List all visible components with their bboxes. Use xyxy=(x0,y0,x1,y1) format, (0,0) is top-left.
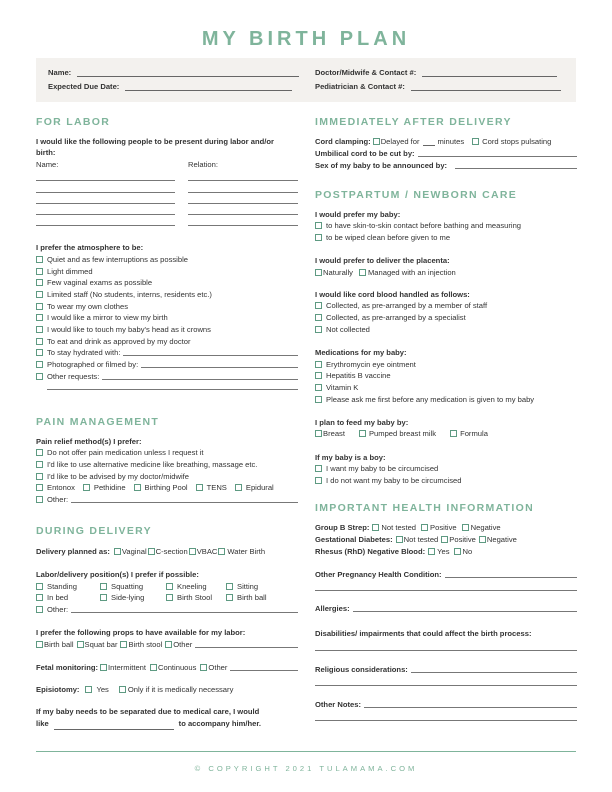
checkbox[interactable] xyxy=(83,484,90,491)
checkbox-label: To wear my own clothes xyxy=(47,301,129,311)
pediatrician-label: Pediatrician & Contact #: xyxy=(315,82,405,91)
checkbox-label: Vitamin K xyxy=(326,382,359,392)
checkbox[interactable] xyxy=(36,461,43,468)
checkbox[interactable] xyxy=(85,686,92,693)
option[interactable] xyxy=(196,483,227,492)
name-line[interactable] xyxy=(36,170,175,181)
checkbox-row[interactable] xyxy=(36,312,298,324)
photographed-row[interactable] xyxy=(36,359,298,371)
checkbox-label: I would like to touch my baby's head as it crowns xyxy=(47,324,211,334)
option-label: Side-lying xyxy=(111,593,145,603)
checkbox-label: Do not offer pain medication unless I request it xyxy=(47,448,204,458)
checkbox-label: Hepatitis B vaccine xyxy=(326,371,391,381)
option-label: Breast xyxy=(323,429,345,439)
checkbox[interactable] xyxy=(372,524,379,531)
checkbox-label: I would like a mirror to view my birth xyxy=(47,313,168,323)
feed-question: I plan to feed my baby by: xyxy=(315,417,409,427)
delivery-planned-row xyxy=(36,545,298,557)
other-requests-line-2[interactable] xyxy=(47,382,298,390)
checkbox[interactable] xyxy=(441,536,448,543)
due-date-field[interactable] xyxy=(48,82,292,91)
option-label: Formula xyxy=(460,429,488,439)
relation-line[interactable] xyxy=(188,181,298,192)
option-label: VBAC xyxy=(196,546,218,556)
separated-question xyxy=(36,706,298,730)
checkbox[interactable] xyxy=(165,641,172,648)
separated-line-2 xyxy=(36,718,298,730)
checkbox[interactable] xyxy=(100,664,107,671)
cord-clamping-row xyxy=(315,136,577,148)
checkbox-row[interactable] xyxy=(315,474,577,486)
positions-row xyxy=(36,580,298,592)
name-line[interactable] xyxy=(36,193,175,204)
checkbox-label: to be wiped clean before given to me xyxy=(326,233,451,243)
checkbox[interactable] xyxy=(373,138,380,145)
checkbox[interactable] xyxy=(36,291,43,298)
name-line[interactable] xyxy=(36,204,175,215)
left-column xyxy=(36,112,298,730)
checkbox-row[interactable] xyxy=(315,232,577,244)
checkbox-row[interactable] xyxy=(315,358,577,370)
checkbox[interactable] xyxy=(189,548,196,555)
checkbox[interactable] xyxy=(36,473,43,480)
other-notes-label: Other Notes: xyxy=(315,700,361,710)
pain-heading: PAIN MANAGEMENT xyxy=(36,416,160,429)
option-label: Cord stops pulsating xyxy=(482,137,552,147)
option[interactable] xyxy=(36,582,96,591)
option-label: Entonox xyxy=(47,483,75,493)
gbs-label: Group B Strep: xyxy=(315,523,370,533)
checkbox-label: I want my baby to be circumcised xyxy=(326,463,439,473)
checkbox[interactable] xyxy=(315,269,322,276)
header-box xyxy=(36,58,576,102)
pain-other-line[interactable] xyxy=(71,496,298,503)
option-label: Sitting xyxy=(237,581,259,591)
option[interactable] xyxy=(166,593,222,602)
checkbox[interactable] xyxy=(36,606,43,613)
option-label: Birthing Pool xyxy=(144,483,188,493)
checkbox[interactable] xyxy=(77,641,84,648)
option-label: Negative xyxy=(486,535,517,545)
checkbox[interactable] xyxy=(36,303,43,310)
prefer-question: I would prefer my baby: xyxy=(315,210,401,220)
separated-line-1: If my baby needs to be separated due to medical care, I would xyxy=(36,707,260,717)
option-label: Squat bar xyxy=(84,639,118,649)
atmosphere-question: I prefer the atmosphere to be: xyxy=(36,243,144,253)
checkbox[interactable] xyxy=(226,583,233,590)
allergies-row[interactable] xyxy=(315,603,577,615)
checkbox[interactable] xyxy=(36,594,43,601)
fetal-other-line[interactable] xyxy=(230,664,298,671)
checkbox[interactable] xyxy=(421,524,428,531)
checkbox-label: Not collected xyxy=(326,324,370,334)
props-question: I prefer the following props to have available for my labor: xyxy=(36,628,246,638)
option-label: Managed with an injection xyxy=(367,267,456,277)
pediatrician-line[interactable] xyxy=(411,83,561,91)
checkbox[interactable] xyxy=(462,524,469,531)
relation-line[interactable] xyxy=(188,170,298,181)
checkbox[interactable] xyxy=(479,536,486,543)
checkbox-label: Collected, as pre-arranged by a member of staff xyxy=(326,301,488,311)
delivery-heading: DURING DELIVERY xyxy=(36,525,152,538)
name-line[interactable] xyxy=(36,215,175,226)
checkbox[interactable] xyxy=(36,496,43,503)
relation-line[interactable] xyxy=(188,193,298,204)
minutes-line[interactable] xyxy=(423,138,435,146)
other-conditions-line-2[interactable] xyxy=(315,581,577,591)
option-label: Positive xyxy=(430,523,457,533)
checkbox-row[interactable] xyxy=(36,265,298,277)
checkbox-label: Light dimmed xyxy=(47,266,93,276)
sex-line[interactable] xyxy=(455,162,577,169)
name-line[interactable] xyxy=(36,181,175,192)
checkbox[interactable] xyxy=(36,268,43,275)
checkbox-row[interactable] xyxy=(315,393,577,405)
checkbox[interactable] xyxy=(472,138,479,145)
checkbox[interactable] xyxy=(315,302,322,309)
checkbox-row[interactable] xyxy=(315,382,577,394)
feed-row xyxy=(315,428,577,440)
separated-end: to accompany him/her. xyxy=(178,719,261,729)
checkbox-label: Quiet and as few interruptions as possible xyxy=(47,254,188,264)
people-question: I would like the following people to be present during labor and/or birth: xyxy=(36,137,274,157)
fetal-label: Fetal monitoring: xyxy=(36,663,99,673)
option-label: C-section xyxy=(155,546,188,556)
option-label: Yes xyxy=(96,684,109,694)
relation-column xyxy=(188,160,298,226)
checkbox-row[interactable] xyxy=(36,459,298,471)
photographed-label: Photographed or filmed by: xyxy=(47,360,139,370)
umbilical-line[interactable] xyxy=(418,150,577,157)
religious-label: Religious considerations: xyxy=(315,665,408,675)
checkbox-row[interactable] xyxy=(315,220,577,232)
pediatrician-field[interactable] xyxy=(315,82,561,91)
other-conditions-label: Other Pregnancy Health Condition: xyxy=(315,570,442,580)
due-date-label: Expected Due Date: xyxy=(48,82,120,91)
hydrated-row[interactable] xyxy=(36,347,298,359)
delivery-planned-label: Delivery planned as: xyxy=(36,546,110,556)
checkbox[interactable] xyxy=(315,222,322,229)
checkbox-label: Few vaginal exams as possible xyxy=(47,278,153,288)
checkbox-row[interactable] xyxy=(36,335,298,347)
checkbox-row[interactable] xyxy=(315,300,577,312)
checkbox-label: Collected, as pre-arranged by a specialist xyxy=(326,313,466,323)
pain-question: Pain relief method(s) I prefer: xyxy=(36,437,142,447)
checkbox[interactable] xyxy=(315,396,322,403)
option[interactable] xyxy=(100,593,162,602)
disabilities-label: Disabilities/ impairments that could affect the birth process: xyxy=(315,628,532,638)
checkbox-label: Erythromycin eye ointment xyxy=(326,359,416,369)
checkbox[interactable] xyxy=(36,583,43,590)
separated-like: like xyxy=(36,719,49,729)
checkbox-row[interactable] xyxy=(36,447,298,459)
option[interactable] xyxy=(166,582,222,591)
checkbox[interactable] xyxy=(166,594,173,601)
option-label: In bed xyxy=(47,593,69,603)
placenta-question: I would prefer to deliver the placenta: xyxy=(315,256,450,266)
placenta-row xyxy=(315,266,577,278)
checkbox[interactable] xyxy=(315,326,322,333)
checkbox-label: Please ask me first before any medication is given to my baby xyxy=(326,394,535,404)
option-label: Kneeling xyxy=(177,581,207,591)
option-label: TENS xyxy=(206,483,227,493)
checkbox[interactable] xyxy=(218,548,225,555)
checkbox[interactable] xyxy=(36,279,43,286)
option-label: Delayed for xyxy=(380,137,420,147)
option[interactable] xyxy=(189,547,218,556)
other-requests-row[interactable] xyxy=(36,370,298,382)
rh-row xyxy=(315,545,577,557)
checkbox[interactable] xyxy=(315,384,322,391)
gd-row xyxy=(315,534,577,546)
option-label: Positive xyxy=(449,535,476,545)
checkbox[interactable] xyxy=(166,583,173,590)
option-label: Not tested xyxy=(403,535,439,545)
option[interactable] xyxy=(134,483,188,492)
checkbox[interactable] xyxy=(119,686,126,693)
checkbox-row[interactable] xyxy=(315,312,577,324)
checkbox-row[interactable] xyxy=(315,370,577,382)
right-column xyxy=(315,112,577,721)
due-date-line[interactable] xyxy=(125,83,292,91)
checkbox[interactable] xyxy=(36,338,43,345)
other-conditions-row[interactable] xyxy=(315,569,577,581)
props-row xyxy=(36,638,298,650)
checkbox-row[interactable] xyxy=(36,289,298,301)
checkbox[interactable] xyxy=(36,449,43,456)
checkbox[interactable] xyxy=(100,594,107,601)
other-notes-line[interactable] xyxy=(364,701,577,708)
option-label: Not tested xyxy=(381,523,417,533)
checkbox[interactable] xyxy=(36,484,43,491)
checkbox-label: I'd like to be advised by my doctor/midwife xyxy=(47,471,189,481)
checkbox-row[interactable] xyxy=(36,253,298,265)
other-notes-row[interactable] xyxy=(315,699,577,711)
option-label: Standing xyxy=(47,581,77,591)
checkbox[interactable] xyxy=(315,372,322,379)
relation-line[interactable] xyxy=(188,204,298,215)
people-table xyxy=(36,160,298,226)
checkbox[interactable] xyxy=(428,548,435,555)
option-label: Pumped breast milk xyxy=(368,429,437,439)
name-label: Name: xyxy=(48,68,72,77)
name-column-label: Name: xyxy=(36,160,59,169)
relation-column-label: Relation: xyxy=(188,160,218,169)
checkbox[interactable] xyxy=(226,594,233,601)
option-label: Negative xyxy=(470,523,501,533)
option[interactable] xyxy=(36,593,96,602)
checkbox[interactable] xyxy=(36,256,43,263)
checkbox-row[interactable] xyxy=(36,277,298,289)
checkbox-row[interactable] xyxy=(315,463,577,475)
relation-line[interactable] xyxy=(188,215,298,226)
option-label: Epidural xyxy=(245,483,274,493)
checkbox[interactable] xyxy=(36,361,43,368)
allergies-label: Allergies: xyxy=(315,604,350,614)
after-heading: IMMEDIATELY AFTER DELIVERY xyxy=(315,116,512,128)
option-label: Water Birth xyxy=(227,546,266,556)
checkbox[interactable] xyxy=(134,484,141,491)
checkbox-label: I do not want my baby to be circumcised xyxy=(326,475,462,485)
props-other-line[interactable] xyxy=(195,641,298,648)
gd-label: Gestational Diabetes: xyxy=(315,535,393,545)
position-other-row[interactable] xyxy=(36,604,298,616)
checkbox[interactable] xyxy=(359,430,366,437)
disabilities-line[interactable] xyxy=(315,639,577,651)
option[interactable] xyxy=(148,547,188,556)
minutes-label: minutes xyxy=(437,137,465,147)
other-conditions-line[interactable] xyxy=(445,571,577,578)
boy-question: If my baby is a boy: xyxy=(315,452,386,462)
meds-question: Medications for my baby: xyxy=(315,348,407,358)
checkbox[interactable] xyxy=(396,536,403,543)
option-label: Birth ball xyxy=(237,593,267,603)
option-label: Only if it is medically necessary xyxy=(127,684,234,694)
option-label: Continuous xyxy=(158,663,197,673)
checkbox-label: Limited staff (No students, interns, residents etc.) xyxy=(47,289,212,299)
checkbox[interactable] xyxy=(450,430,457,437)
option[interactable] xyxy=(100,582,162,591)
positions-row xyxy=(36,592,298,604)
doctor-label: Doctor/Midwife & Contact #: xyxy=(315,68,417,77)
checkbox-label: I'd like to use alternative medicine like breathing, massage etc. xyxy=(47,460,258,470)
option-label: Squatting xyxy=(111,581,144,591)
photographed-line[interactable] xyxy=(141,361,298,368)
rh-label: Rhesus (RhD) Negative Blood: xyxy=(315,546,426,556)
pain-other-row[interactable] xyxy=(36,494,298,506)
checkbox[interactable] xyxy=(315,465,322,472)
checkbox-row[interactable] xyxy=(315,324,577,336)
checkbox[interactable] xyxy=(196,484,203,491)
allergies-line[interactable] xyxy=(353,605,577,612)
religious-line-2[interactable] xyxy=(315,676,577,686)
option-label: Other xyxy=(208,663,228,673)
doctor-field[interactable] xyxy=(315,68,557,77)
religious-row[interactable] xyxy=(315,664,577,676)
checkbox-row[interactable] xyxy=(36,324,298,336)
religious-line[interactable] xyxy=(411,666,577,673)
pain-options-row xyxy=(36,482,298,494)
checkbox[interactable] xyxy=(315,314,322,321)
sex-row[interactable] xyxy=(315,159,577,171)
checkbox[interactable] xyxy=(315,430,322,437)
episiotomy-row xyxy=(36,684,298,696)
episiotomy-label: Episiotomy: xyxy=(36,684,80,694)
checkbox-row[interactable] xyxy=(36,470,298,482)
option[interactable] xyxy=(36,483,75,492)
hydrated-line[interactable] xyxy=(123,349,298,356)
cord-blood-question: I would like cord blood handled as follows: xyxy=(315,290,470,300)
labor-heading: FOR LABOR xyxy=(36,116,111,128)
checkbox[interactable] xyxy=(114,548,121,555)
position-question: Labor/delivery position(s) I prefer if possible: xyxy=(36,570,199,580)
checkbox[interactable] xyxy=(359,269,366,276)
name-field[interactable] xyxy=(48,68,299,77)
option[interactable] xyxy=(114,547,147,556)
option-label: Birth stool xyxy=(128,639,163,649)
option[interactable] xyxy=(226,582,258,591)
checkbox[interactable] xyxy=(315,477,322,484)
other-notes-line-2[interactable] xyxy=(315,711,577,721)
other-requests-label: Other requests: xyxy=(47,371,100,381)
option-label: No xyxy=(462,546,473,556)
option[interactable] xyxy=(235,483,274,492)
option[interactable] xyxy=(226,593,267,602)
sex-label: Sex of my baby to be announced by: xyxy=(315,160,448,170)
name-column xyxy=(36,160,175,226)
option-label: Other xyxy=(173,639,193,649)
umbilical-label: Umbilical cord to be cut by: xyxy=(315,149,415,159)
checkbox[interactable] xyxy=(36,326,43,333)
position-other-label: Other: xyxy=(47,604,69,614)
other-requests-line[interactable] xyxy=(102,373,298,380)
option[interactable] xyxy=(218,547,265,556)
option[interactable] xyxy=(83,483,126,492)
cord-clamping-label: Cord clamping: xyxy=(315,137,371,147)
checkbox[interactable] xyxy=(315,234,322,241)
gbs-row xyxy=(315,522,577,534)
checkbox[interactable] xyxy=(120,641,127,648)
position-other-line[interactable] xyxy=(71,606,298,613)
doctor-line[interactable] xyxy=(422,69,557,77)
checkbox[interactable] xyxy=(200,664,207,671)
checkbox[interactable] xyxy=(36,641,43,648)
disabilities-row xyxy=(315,627,577,639)
separated-line[interactable] xyxy=(54,722,174,730)
checkbox[interactable] xyxy=(36,314,43,321)
checkbox[interactable] xyxy=(36,349,43,356)
checkbox[interactable] xyxy=(36,373,43,380)
option-label: Pethidine xyxy=(93,483,126,493)
option-label: Intermittent xyxy=(108,663,146,673)
checkbox-label: To eat and drink as approved by my doctor xyxy=(47,336,191,346)
fetal-row xyxy=(36,662,298,674)
checkbox[interactable] xyxy=(150,664,157,671)
postpartum-heading: POSTPARTUM / NEWBORN CARE xyxy=(315,189,518,202)
umbilical-row[interactable] xyxy=(315,148,577,160)
page-title: MY BIRTH PLAN xyxy=(201,28,411,50)
checkbox[interactable] xyxy=(148,548,155,555)
checkbox-row[interactable] xyxy=(36,300,298,312)
hydrated-label: To stay hydrated with: xyxy=(47,348,121,358)
name-line[interactable] xyxy=(77,69,299,77)
option-label: Vaginal xyxy=(121,546,147,556)
footer-divider xyxy=(36,751,576,752)
health-heading: IMPORTANT HEALTH INFORMATION xyxy=(315,502,534,514)
option-label: Birth Stool xyxy=(177,593,213,603)
footer-copyright: © COPYRIGHT 2021 TULAMAMA.COM xyxy=(194,764,418,773)
checkbox[interactable] xyxy=(454,548,461,555)
option-label: Birth ball xyxy=(44,639,74,649)
option-label: Naturally xyxy=(323,267,353,277)
checkbox[interactable] xyxy=(100,583,107,590)
pain-other-label: Other: xyxy=(47,495,69,505)
checkbox[interactable] xyxy=(315,361,322,368)
option-label: Yes xyxy=(437,546,450,556)
checkbox[interactable] xyxy=(235,484,242,491)
checkbox-label: to have skin-to-skin contact before bathing and measuring xyxy=(326,221,522,231)
